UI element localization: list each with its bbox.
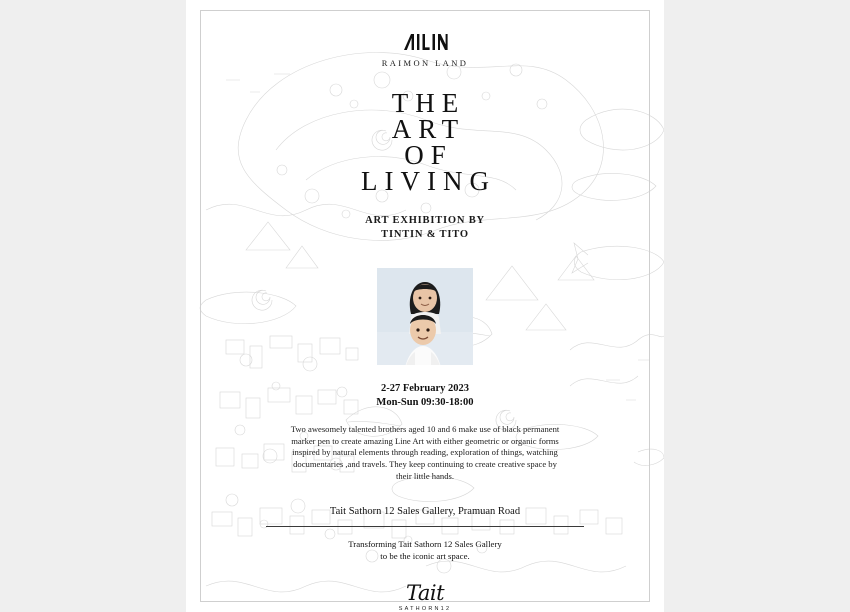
raimon-land-mark-icon (402, 32, 448, 52)
title-line-4: LIVING (361, 166, 496, 196)
date-range: 2-27 February 2023 (380, 383, 470, 395)
artists-photo (377, 268, 473, 365)
tagline-line-1: Transforming Tait Sathorn 12 Sales Gallery (348, 539, 502, 549)
description-text: Two awesomely talented brothers aged 10 and 6 make use of black permanent marker pen to create amazing Line Art with either geometric or organic forms inspired by natural elements through reading, exploration of things, watching documentaries ,and travels. They keep continuing to create creative space by their little hands. (290, 424, 560, 481)
brand-name: RAIMON LAND (381, 58, 469, 68)
tait-sathorn12-label: SATHORN12 (398, 606, 452, 612)
tait-script-wordmark: Tait (405, 581, 445, 605)
title-line-1: THE (391, 88, 466, 118)
tagline-line-2: to be the iconic art space. (380, 551, 470, 561)
two-boys-portrait-illustration (377, 268, 473, 365)
title-line-3: OF (404, 140, 453, 170)
poster-content (186, 0, 664, 612)
poster-title (354, 90, 496, 194)
subtitle-line-2: TINTIN & TITO (381, 229, 469, 240)
title-line-2: ART (391, 114, 466, 144)
poster-subtitle (365, 214, 485, 242)
subtitle-line-1: ART EXHIBITION BY (365, 215, 485, 226)
event-dates (376, 382, 473, 410)
tagline-block (348, 538, 502, 562)
brand-block (382, 32, 469, 68)
opening-hours: Mon-Sun 09:30-18:00 (376, 397, 474, 409)
tait-logo (399, 582, 451, 612)
divider-rule (266, 526, 584, 527)
poster-sheet (186, 0, 664, 612)
venue-text: Tait Sathorn 12 Sales Gallery, Pramuan Road (329, 506, 521, 518)
